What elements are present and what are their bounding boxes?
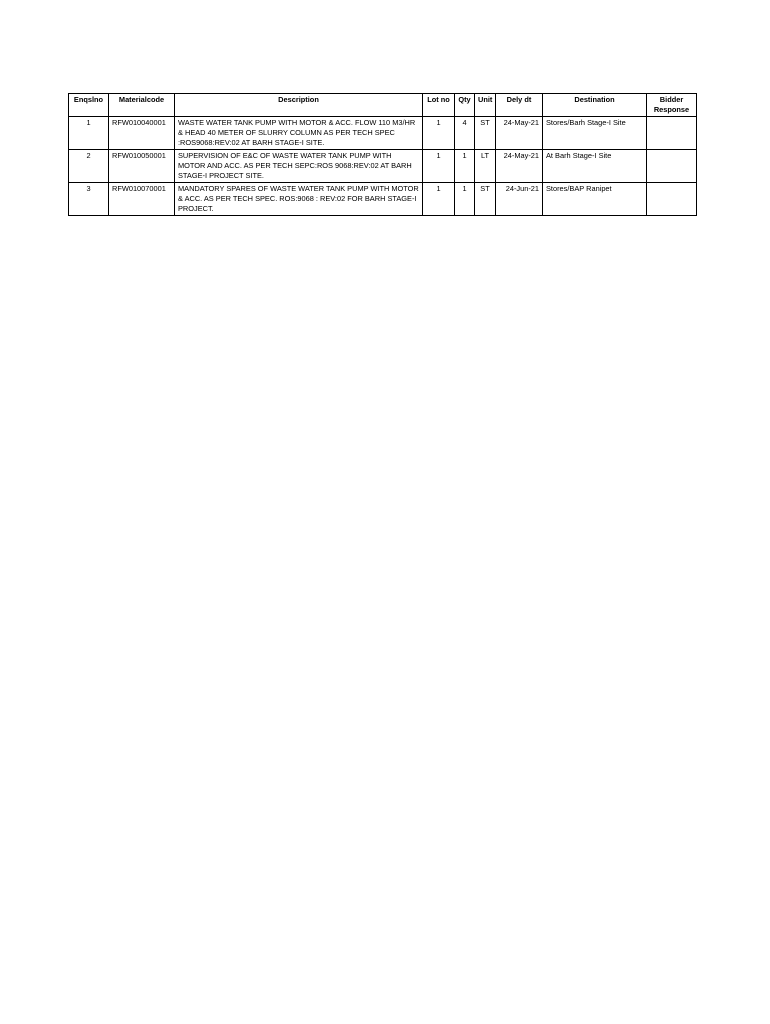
cell-enqslno: 3 xyxy=(69,183,109,216)
header-destination: Destination xyxy=(543,94,647,117)
cell-unit: ST xyxy=(475,183,496,216)
cell-description: MANDATORY SPARES OF WASTE WATER TANK PUMP WITH MOTOR & ACC. AS PER TECH SPEC. ROS:9068 : REV:02 FOR BARH STAGE-I PROJECT. xyxy=(175,183,423,216)
cell-dely-dt: 24-May-21 xyxy=(496,117,543,150)
cell-destination: At Barh Stage-I Site xyxy=(543,150,647,183)
cell-destination: Stores/BAP Ranipet xyxy=(543,183,647,216)
cell-qty: 4 xyxy=(455,117,475,150)
cell-materialcode: RFW010070001 xyxy=(109,183,175,216)
cell-enqslno: 1 xyxy=(69,117,109,150)
header-materialcode: Materialcode xyxy=(109,94,175,117)
cell-dely-dt: 24-May-21 xyxy=(496,150,543,183)
cell-bidder-response[interactable] xyxy=(647,150,697,183)
header-enqslno: Enqslno xyxy=(69,94,109,117)
cell-description: SUPERVISION OF E&C OF WASTE WATER TANK PUMP WITH MOTOR AND ACC. AS PER TECH SEPC:ROS 9068:REV:02 AT BARH STAGE-I PROJECT SITE. xyxy=(175,150,423,183)
header-qty: Qty xyxy=(455,94,475,117)
cell-unit: LT xyxy=(475,150,496,183)
header-dely-dt: Dely dt xyxy=(496,94,543,117)
cell-description: WASTE WATER TANK PUMP WITH MOTOR & ACC. FLOW 110 M3/HR & HEAD 40 METER OF SLURRY COLUMN AS PER TECH SPEC :ROS9068:REV:02 AT BARH STAGE-I SITE. xyxy=(175,117,423,150)
cell-enqslno: 2 xyxy=(69,150,109,183)
enquiry-table xyxy=(68,93,697,216)
cell-dely-dt: 24-Jun-21 xyxy=(496,183,543,216)
table-row xyxy=(69,150,697,183)
cell-materialcode: RFW010050001 xyxy=(109,150,175,183)
cell-unit: ST xyxy=(475,117,496,150)
cell-lot-no: 1 xyxy=(423,117,455,150)
header-description: Description xyxy=(175,94,423,117)
cell-bidder-response[interactable] xyxy=(647,117,697,150)
cell-materialcode: RFW010040001 xyxy=(109,117,175,150)
header-lot-no: Lot no xyxy=(423,94,455,117)
table-row xyxy=(69,183,697,216)
cell-lot-no: 1 xyxy=(423,150,455,183)
table-row xyxy=(69,117,697,150)
cell-qty: 1 xyxy=(455,183,475,216)
cell-qty: 1 xyxy=(455,150,475,183)
table-header-row xyxy=(69,94,697,117)
header-unit: Unit xyxy=(475,94,496,117)
header-bidder-response: Bidder Response xyxy=(647,94,697,117)
cell-bidder-response[interactable] xyxy=(647,183,697,216)
cell-lot-no: 1 xyxy=(423,183,455,216)
cell-destination: Stores/Barh Stage-I Site xyxy=(543,117,647,150)
